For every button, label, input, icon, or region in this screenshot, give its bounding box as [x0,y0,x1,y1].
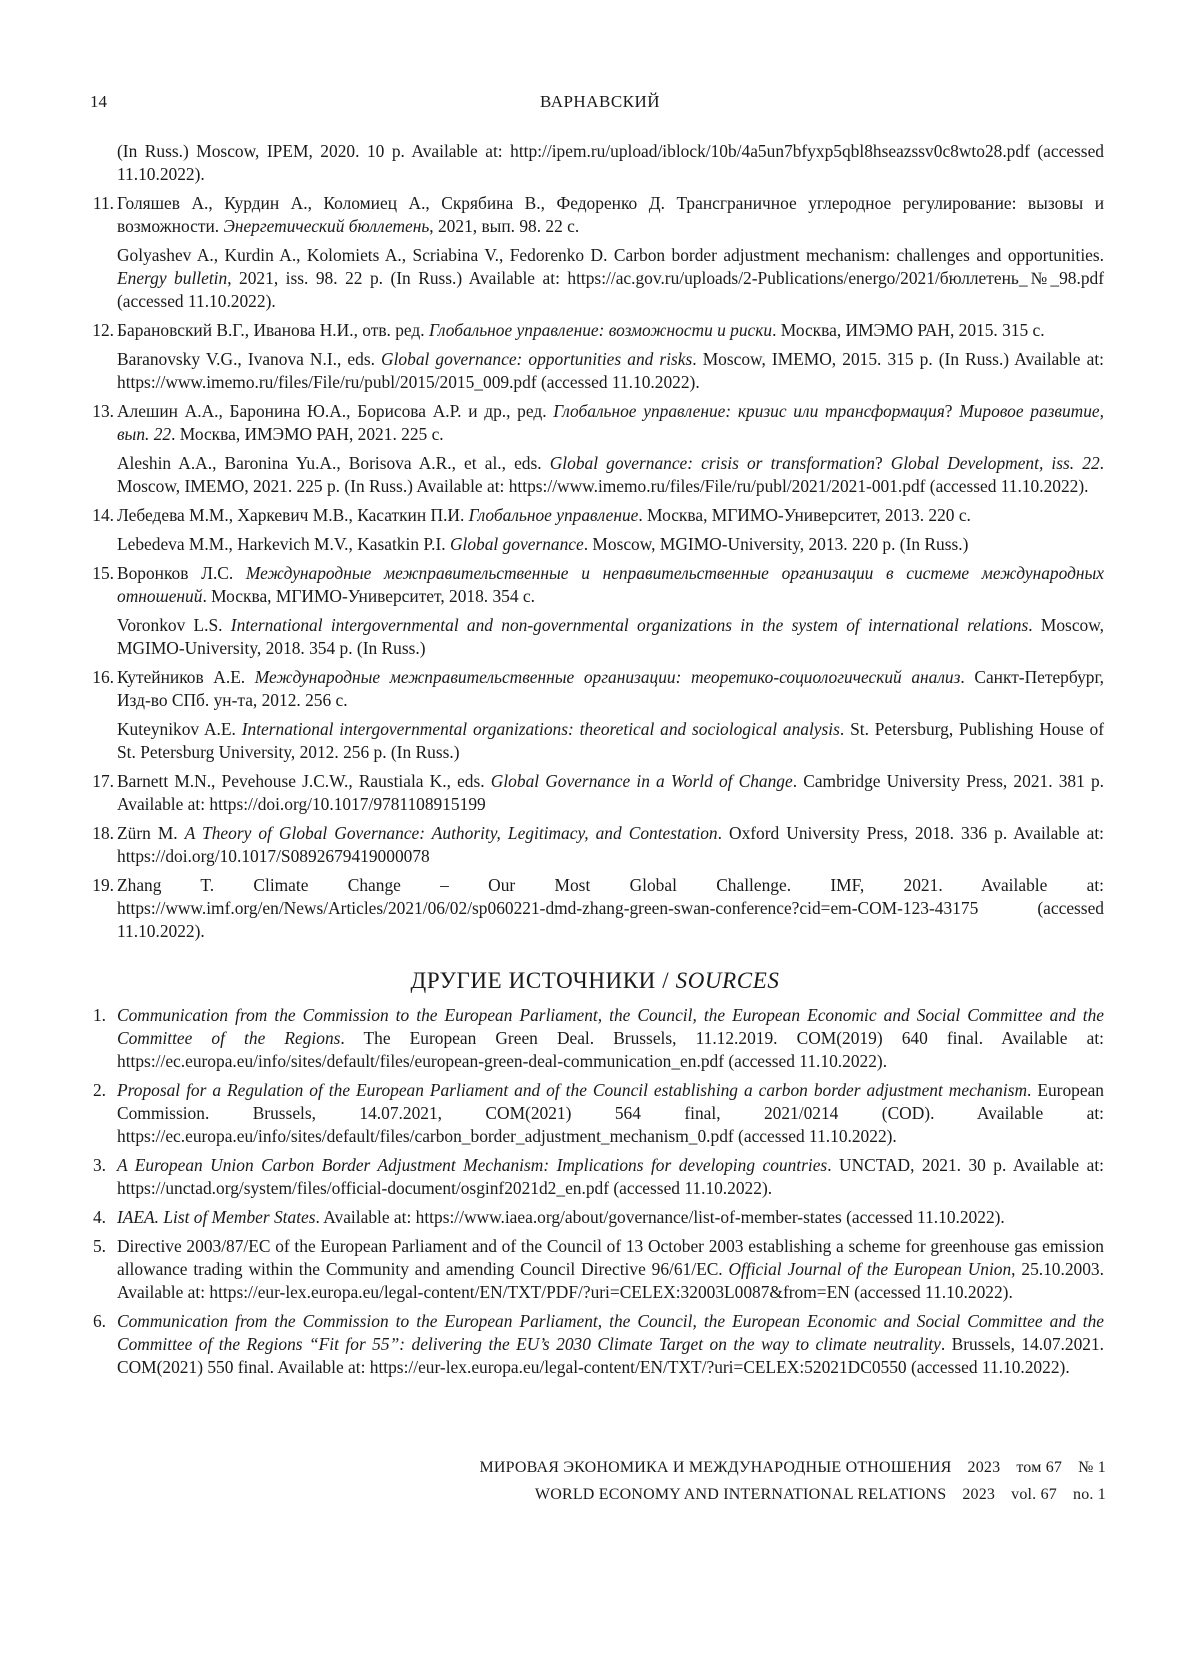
source-item-segment: . Brussels, 14.07.2021. COM(2021) 550 final. Available at: https://eur-lex.europa.eu/legal-content/EN/TXT/?uri=CELEX:52021DC0550 (accessed 11.10.2022). [117,1334,1104,1377]
reference-list [86,140,1104,943]
reference-item-segment: . Москва, ИМЭМО РАН, 2021. 225 с. [171,424,444,444]
source-item-number: 2. [92,1080,106,1100]
reference-item-segment: (In Russ.) Moscow, IPEM, 2020. 10 p. Available at: http://ipem.ru/upload/iblock/10b/4a5un7bfyxp5qbl8hseazssv0c8wto28.pdf (accessed 11.10.2022). [117,141,1104,184]
reference-item-number: 13. [92,401,114,421]
source-item-title: Communication from the Commission to the European Parliament, the Council, the European Economic and Social Committee and the Committee of the Regions “Fit for 55”: delivering the EU’s 2030 Climate Target on the way to climate neutrality [117,1311,1104,1354]
reference-item-segment: . Cambridge University Press, 2021. 381 p. Available at: https://doi.org/10.1017/9781108915199 [117,771,1104,814]
reference-item-text [117,192,1104,238]
source-item-title: Official Journal of the European Union [728,1259,1012,1279]
source-item-title: Communication from the Commission to the European Parliament, the Council, the European Economic and Social Committee and the Committee of the Regions [117,1005,1104,1048]
source-item-number: 6. [92,1311,106,1331]
source-item-text [117,1206,1104,1229]
reference-item-segment: . Санкт-Петербург, Изд-во СПб. ун-та, 2012. 256 с. [117,667,1104,710]
reference-item-text [117,244,1104,313]
source-item-segment: , 25.10.2003. Available at: https://eur-lex.europa.eu/legal-content/EN/TXT/PDF/?uri=CELEX:32003L0087&from=EN (accessed 11.10.2022). [117,1259,1104,1302]
footer-volume-en: vol. 67 [1011,1486,1057,1503]
footer-line-en [90,1486,1106,1504]
footer-journal-en: WORLD ECONOMY AND INTERNATIONAL RELATIONS [534,1486,947,1503]
source-item-text [117,1004,1104,1073]
reference-item-title: Global governance: crisis or transformation [549,453,875,473]
source-item-text [117,1079,1104,1148]
reference-item-segment: . St. Petersburg, Publishing House of St. Petersburg University, 2012. 256 p. (In Russ.) [117,719,1104,762]
source-item-text [117,1310,1104,1379]
source-item-title: IAEA. List of Member States [117,1207,316,1227]
sources-heading-en: SOURCES [675,968,780,993]
reference-item-number: 17. [92,771,114,791]
reference-item-segment: . Москва, МГИМО-Университет, 2018. 354 с. [202,586,535,606]
reference-item-number: 14. [92,505,114,525]
reference-item-segment: . Москва, ИМЭМО РАН, 2015. 315 с. [772,320,1045,340]
source-item [86,1206,1104,1229]
source-item-segment: Directive 2003/87/EC of the European Parliament and of the Council of 13 October 2003 establishing a scheme for greenhouse gas emission allowance trading within the Community and amending Council Directive 96/61/EC. [117,1236,1104,1279]
source-item-number: 1. [92,1005,106,1025]
reference-item-title: International intergovernmental and non-governmental organizations in the system of international relations [230,615,1029,635]
reference-item-segment: ? [944,401,960,421]
footer-issue-ru: № 1 [1078,1459,1106,1476]
reference-item-text [117,140,1104,186]
reference-item-title: A Theory of Global Governance: Authority, Legitimacy, and Contestation [184,823,718,843]
source-item [86,1235,1104,1304]
reference-item-segment: ? [874,453,891,473]
reference-item-text [117,452,1104,498]
reference-item-title: Global Development, iss. 22 [890,453,1100,473]
footer-volume-ru: том 67 [1016,1459,1063,1476]
reference-item-segment: Кутейников А.Е. [117,667,255,687]
reference-item-segment: . Moscow, MGIMO-University, 2018. 354 p. (In Russ.) [117,615,1105,658]
sources-heading [86,969,1104,992]
reference-item-segment: Baranovsky V.G., Ivanova N.I., eds. [117,349,382,369]
reference-item-segment: Voronkov L.S. [117,615,231,635]
source-item-text [117,1154,1104,1200]
source-item-segment: . European Commission. Brussels, 14.07.2021, COM(2021) 564 final, 2021/0214 (COD). Available at: https://ec.europa.eu/info/sites/default/files/carbon_border_adjustment_mechanism_0.pdf (accessed 11.10.2022). [117,1080,1104,1146]
reference-item-text [117,770,1104,816]
reference-item [86,192,1104,313]
reference-item-segment: Barnett M.N., Pevehouse J.C.W., Raustiala K., eds. [117,771,491,791]
reference-item-number: 11. [92,193,114,213]
reference-item-title: Международные межправительственные и неправительственные организации в системе международных отношений [117,563,1104,606]
reference-item-segment: . Moscow, MGIMO-University, 2013. 220 p. (In Russ.) [583,534,969,554]
reference-item-segment: , 2021, iss. 98. 22 p. (In Russ.) Available at: https://ac.gov.ru/uploads/2-Publications/energo/2021/бюллетень_№_98.pdf (accessed 11.10.2022). [117,268,1104,311]
reference-item-text [117,874,1104,943]
source-item-segment: . The European Green Deal. Brussels, 11.12.2019. COM(2019) 640 final. Available at: https://ec.europa.eu/info/sites/default/files/european-green-deal-communication_en.pdf (accessed 11.10.2022). [117,1028,1104,1071]
source-item [86,1154,1104,1200]
reference-item-segment: Барановский В.Г., Иванова Н.И., отв. ред. [117,320,429,340]
source-item [86,1079,1104,1148]
reference-item-title: Глобальное управление: кризис или трансформация [553,401,945,421]
reference-item-number: 16. [92,667,114,687]
reference-item [86,319,1104,394]
reference-item-segment: Kuteynikov A.E. [117,719,242,739]
reference-item-segment: Golyashev A., Kurdin A., Kolomiets A., Scriabina V., Fedorenko D. Carbon border adjustment mechanism: challenges and opportunities. [117,245,1104,265]
reference-item-text [117,718,1104,764]
reference-item-segment: . Moscow, IMEMO, 2021. 225 p. (In Russ.) Available at: https://www.imemo.ru/files/File/ru/publ/2021/2021-001.pdf (accessed 11.10.2022). [117,453,1104,496]
source-item-segment: . Available at: https://www.iaea.org/about/governance/list-of-member-states (accessed 11.10.2022). [315,1207,1005,1227]
reference-item-text [117,319,1104,342]
footer-journal-ru: МИРОВАЯ ЭКОНОМИКА И МЕЖДУНАРОДНЫЕ ОТНОШЕНИЯ [479,1459,952,1476]
footer-line-ru [90,1459,1106,1477]
reference-item-title: Global Governance in a World of Change [490,771,793,791]
references-section [86,140,1104,1385]
source-item [86,1004,1104,1073]
reference-item-segment: . Oxford University Press, 2018. 336 p. Available at: https://doi.org/10.1017/S0892679419000078 [117,823,1104,866]
sources-heading-ru: ДРУГИЕ ИСТОЧНИКИ / [410,968,676,993]
reference-item-number: 12. [92,320,114,340]
source-item-title: A European Union Carbon Border Adjustment Mechanism: Implications for developing countries [117,1155,828,1175]
reference-item-title: Global governance: opportunities and risks [381,349,693,369]
reference-item-segment: Zürn M. [117,823,185,843]
reference-item-number: 18. [92,823,114,843]
reference-item-title: Международные межправительственные организации: теоретико-социологический анализ [254,667,961,687]
source-item-segment: . UNCTAD, 2021. 30 p. Available at: https://unctad.org/system/files/official-document/osginf2021d2_en.pdf (accessed 11.10.2022). [117,1155,1104,1198]
reference-item-text [117,562,1104,608]
footer-year-ru: 2023 [967,1459,1001,1476]
reference-item-title: Мировое развитие, вып. 22 [117,401,1105,444]
reference-item [86,504,1104,556]
reference-item-segment: Алешин А.А., Баронина Ю.А., Борисова А.Р. и др., ред. [117,401,554,421]
reference-item-segment: . Москва, МГИМО-Университет, 2013. 220 с. [638,505,971,525]
source-item-number: 4. [92,1207,106,1227]
footer-issue-en: no. 1 [1073,1486,1106,1503]
reference-item-text [117,504,1104,527]
footer-year-en: 2023 [962,1486,996,1503]
reference-item-title: Энергетический бюллетень [223,216,430,236]
source-item-title: Proposal for a Regulation of the European Parliament and of the Council establishing a carbon border adjustment mechanism [117,1080,1028,1100]
reference-item-segment: Aleshin A.A., Baronina Yu.A., Borisova A.R., et al., eds. [117,453,550,473]
reference-item-segment: Воронков Л.С. [117,563,246,583]
reference-item-segment: Лебедева М.М., Харкевич М.В., Касаткин П.И. [117,505,469,525]
reference-item [86,666,1104,764]
reference-item-title: Global governance [449,534,584,554]
sources-list [86,1004,1104,1379]
reference-item-title: Глобальное управление: возможности и риски [428,320,773,340]
reference-item-segment: , 2021, вып. 98. 22 с. [429,216,580,236]
reference-item-segment: Lebedeva M.M., Harkevich M.V., Kasatkin P.I. [117,534,450,554]
reference-item-segment: Zhang T. Climate Change – Our Most Global Challenge. IMF, 2021. Available at: https://www.imf.org/en/News/Articles/2021/06/02/sp060221-dmd-zhang-green-swan-conference?cid=em-COM-123-43175 (accessed 11.10.2022). [117,875,1104,941]
reference-item-text [117,348,1104,394]
running-title: ВАРНАВСКИЙ [539,92,661,111]
reference-item [86,770,1104,816]
reference-item-number: 19. [92,875,114,895]
reference-item-title: Глобальное управление [468,505,639,525]
reference-item-segment: . Moscow, IMEMO, 2015. 315 p. (In Russ.) Available at: https://www.imemo.ru/files/File/ru/publ/2015/2015_009.pdf (accessed 11.10.2022). [117,349,1104,392]
reference-item-text [117,666,1104,712]
source-item [86,1310,1104,1379]
reference-item [86,140,1104,186]
reference-item [86,874,1104,943]
source-item-text [117,1235,1104,1304]
reference-item [86,822,1104,868]
reference-item [86,562,1104,660]
source-item-number: 3. [92,1155,106,1175]
reference-item-text [117,822,1104,868]
reference-item-text [117,400,1104,446]
reference-item-number: 15. [92,563,114,583]
reference-item-text [117,614,1104,660]
reference-item-title: International intergovernmental organizations: theoretical and sociological analysis [241,719,840,739]
page-number: 14 [90,92,107,111]
reference-item [86,400,1104,498]
reference-item-title: Energy bulletin [117,268,228,288]
page-header [90,92,1110,122]
source-item-number: 5. [92,1236,106,1256]
reference-item-segment: Голяшев А., Курдин А., Коломиец А., Скрябина В., Федоренко Д. Трансграничное углеродное регулирование: вызовы и возможности. [117,193,1104,236]
reference-item-text [117,533,1104,556]
